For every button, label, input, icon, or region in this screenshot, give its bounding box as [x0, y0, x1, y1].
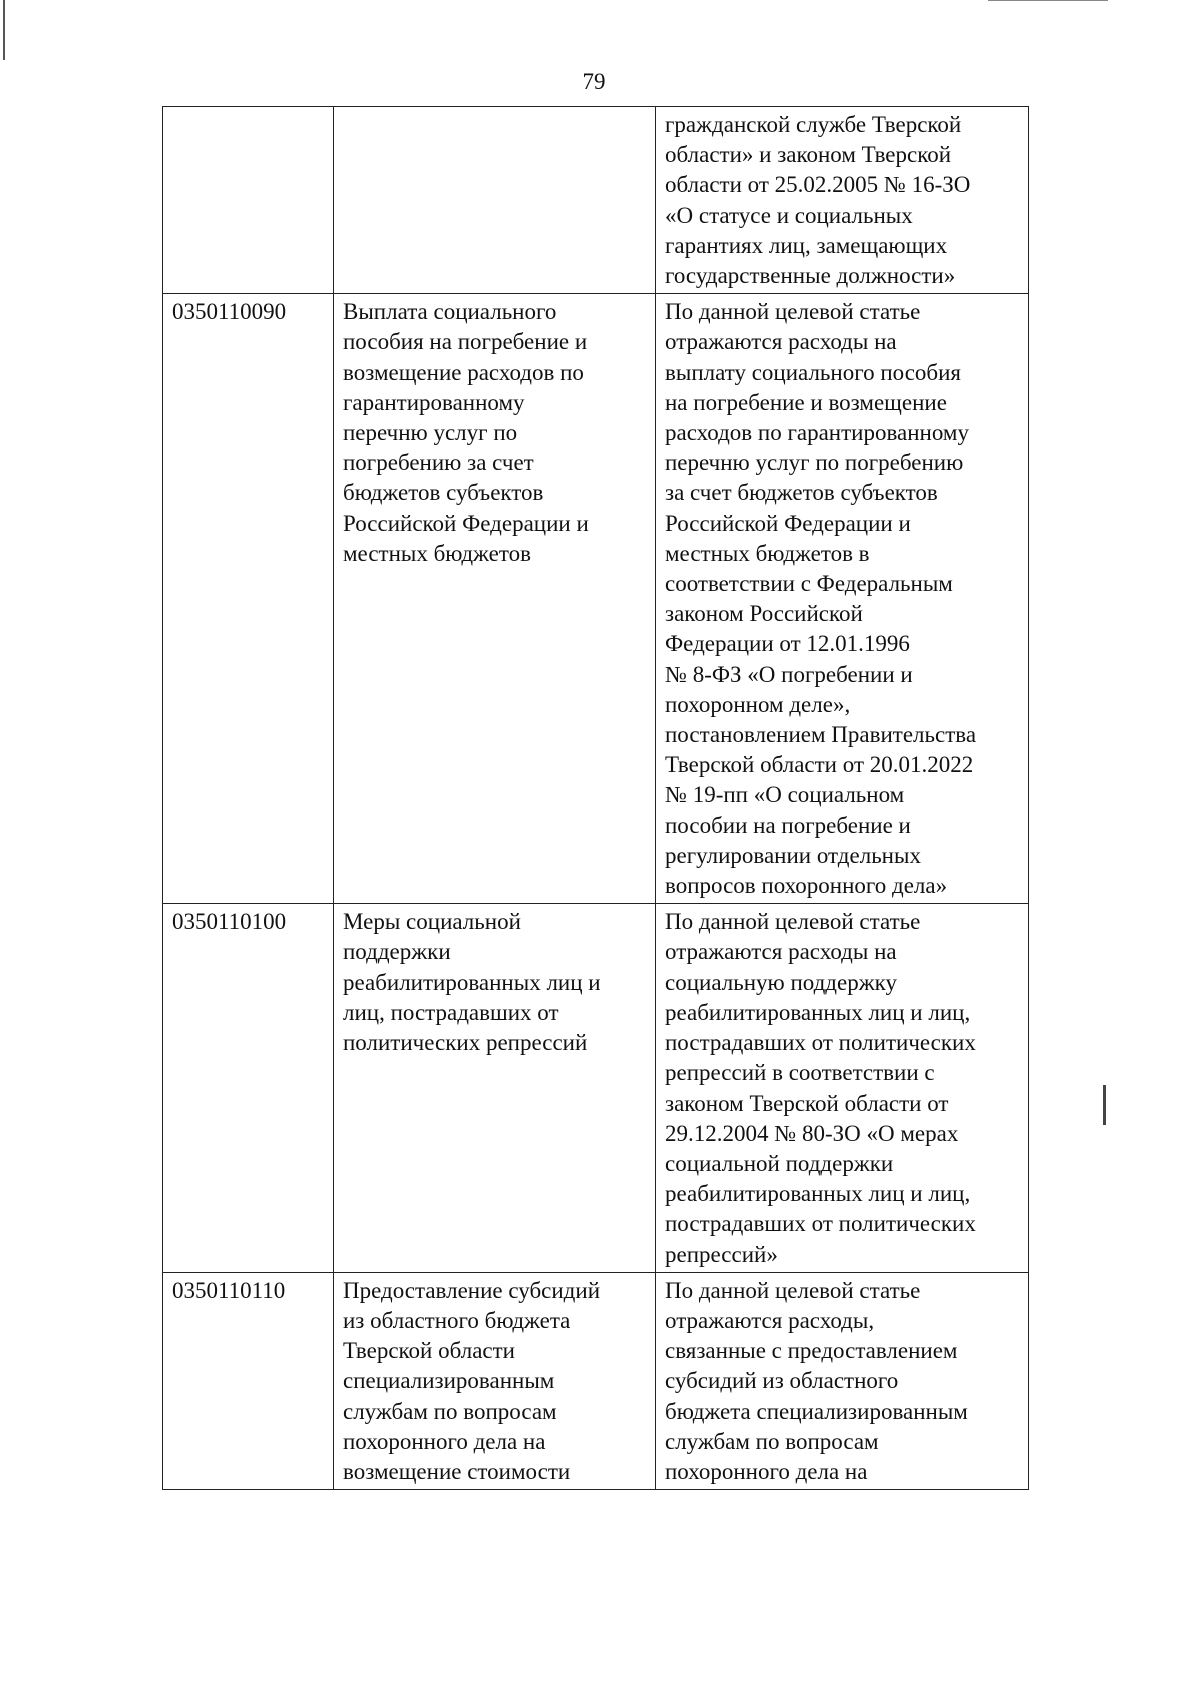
table-row [163, 107, 1029, 294]
table-row [163, 1272, 1029, 1489]
budget-classification-table [162, 106, 1029, 1490]
cell-target-code [163, 107, 334, 294]
cell-article-name: Предоставление субсидий из областного бюджета Тверской области специализированным службам по вопросам похоронного дела на возмещение стоимости [334, 1272, 656, 1489]
cell-description: гражданской службе Тверской области» и законом Тверской области от 25.02.2005 № 16-ЗО «О статусе и социальных гарантиях лиц, замещающих государственные должности» [656, 107, 1029, 294]
cell-article-name [334, 107, 656, 294]
cell-description: По данной целевой статье отражаются расходы, связанные с предоставлением субсидий из областного бюджета специализированным службам по вопросам похоронного дела на [656, 1272, 1029, 1489]
cell-target-code: 0350110110 [163, 1272, 334, 1489]
table-row [163, 294, 1029, 904]
table-row [163, 904, 1029, 1272]
cell-description: По данной целевой статье отражаются расходы на выплату социального пособия на погребение и возмещение расходов по гарантированному перечню услуг по погребению за счет бюджетов субъектов Российской Федерации и местных бюджетов в соответствии с Федеральным законом Российской Федерации от 12.01.1996 № 8-ФЗ «О погребении и похоронном деле», постановлением Правительства Тверской области от 20.01.2022 № 19-пп «О социальном пособии на погребение и регулировании отдельных вопросов похоронного дела» [656, 294, 1029, 904]
cell-target-code: 0350110100 [163, 904, 334, 1272]
cell-target-code: 0350110090 [163, 294, 334, 904]
scan-edge-mark [3, 0, 5, 60]
cell-description: По данной целевой статье отражаются расходы на социальную поддержку реабилитированных лиц и лиц, пострадавших от политических репрессий в соответствии с законом Тверской области от 29.12.2004 № 80-ЗО «О мерах социальной поддержки реабилитированных лиц и лиц, пострадавших от политических репрессий» [656, 904, 1029, 1272]
page-number: 79 [582, 69, 606, 94]
scan-edge-mark [1103, 1085, 1106, 1125]
cell-article-name: Меры социальной поддержки реабилитированных лиц и лиц, пострадавших от политических репрессий [334, 904, 656, 1272]
scan-edge-mark [988, 0, 1108, 1]
cell-article-name: Выплата социального пособия на погребение и возмещение расходов по гарантированному перечню услуг по погребению за счет бюджетов субъектов Российской Федерации и местных бюджетов [334, 294, 656, 904]
